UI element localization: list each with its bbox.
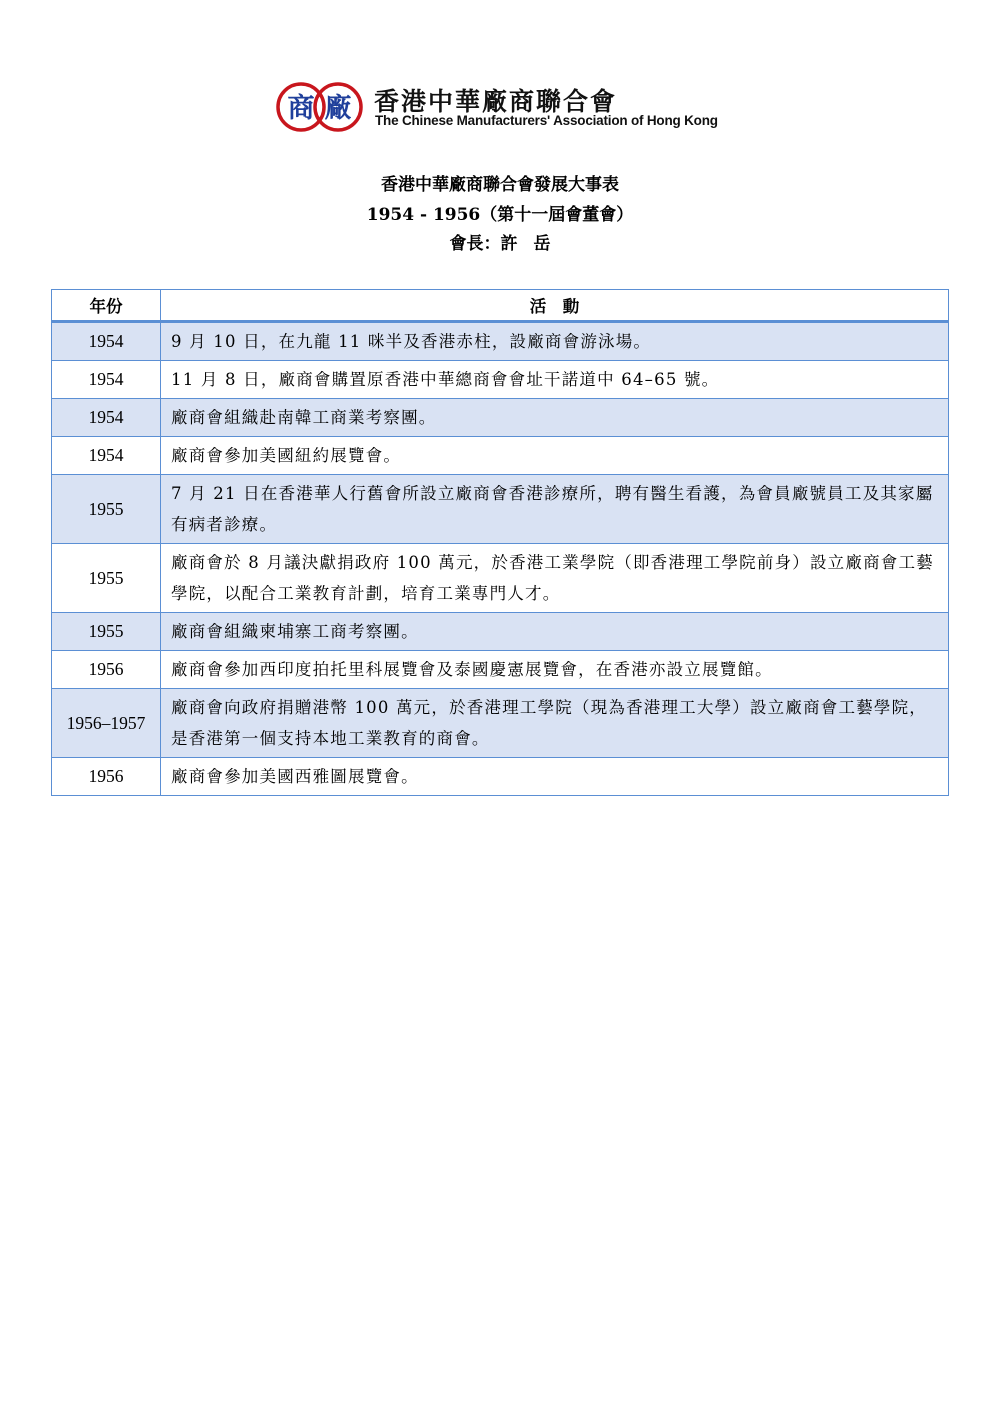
association-logo xyxy=(276,80,736,134)
header-year: 年份 xyxy=(52,290,161,322)
row-activity: 7 月 21 日在香港華人行舊會所設立廠商會香港診療所，聘有醫生看護，為會員廠號員工及其家屬有病者診療。 xyxy=(161,475,949,544)
table-row xyxy=(52,544,949,613)
row-activity: 廠商會參加美國紐約展覽會。 xyxy=(161,437,949,475)
document-title: 香港中華廠商聯合會發展大事表 xyxy=(381,175,619,195)
table-row xyxy=(52,475,949,544)
chairman-label: 會長： xyxy=(449,234,501,254)
row-activity: 9 月 10 日，在九龍 11 咪半及香港赤柱，設廠商會游泳場。 xyxy=(161,322,949,361)
chairman-line xyxy=(0,230,1000,260)
table-row xyxy=(52,689,949,758)
row-year: 1955 xyxy=(52,544,161,613)
table-row xyxy=(52,399,949,437)
row-year: 1956 xyxy=(52,758,161,796)
events-table xyxy=(51,289,949,796)
table-row xyxy=(52,361,949,399)
row-activity: 廠商會於 8 月議決獻捐政府 100 萬元，於香港工業學院（即香港理工學院前身）設立廠商會工藝學院，以配合工業教育計劃，培育工業專門人才。 xyxy=(161,544,949,613)
row-activity: 廠商會向政府捐贈港幣 100 萬元，於香港理工學院（現為香港理工大學）設立廠商會工藝學院，是香港第一個支持本地工業教育的商會。 xyxy=(161,689,949,758)
row-year: 1954 xyxy=(52,399,161,437)
chairman-name-part-2: 岳 xyxy=(533,234,551,254)
header-activity: 活 動 xyxy=(161,290,949,322)
row-year: 1956–1957 xyxy=(52,689,161,758)
emblem-glyph-2: 廠 xyxy=(324,93,352,124)
row-year: 1954 xyxy=(52,361,161,399)
logo-chinese-name: 香港中華廠商聯合會 xyxy=(374,87,618,116)
table-row xyxy=(52,613,949,651)
row-year: 1955 xyxy=(52,475,161,544)
row-activity: 廠商會參加西印度拍托里科展覽會及泰國慶憲展覽會，在香港亦設立展覽館。 xyxy=(161,651,949,689)
table-row xyxy=(52,758,949,796)
association-emblem-icon xyxy=(276,80,366,134)
row-year: 1955 xyxy=(52,613,161,651)
document-subtitle: 1954 - 1956（第十一屆會董會） xyxy=(366,204,634,225)
emblem-glyph-1: 商 xyxy=(287,93,315,124)
row-activity: 廠商會組織柬埔寨工商考察團。 xyxy=(161,613,949,651)
row-year: 1954 xyxy=(52,437,161,475)
table-row xyxy=(52,651,949,689)
chairman-name-part-1: 許 xyxy=(500,234,518,254)
row-activity: 廠商會參加美國西雅圖展覽會。 xyxy=(161,758,949,796)
document-titles xyxy=(0,171,1000,260)
table-row xyxy=(52,437,949,475)
row-year: 1956 xyxy=(52,651,161,689)
logo-english-name: The Chinese Manufacturers' Association of Hong Kong xyxy=(375,113,718,128)
row-activity: 11 月 8 日，廠商會購置原香港中華總商會會址干諾道中 64–65 號。 xyxy=(161,361,949,399)
table-row xyxy=(52,322,949,361)
table-header-row xyxy=(52,290,949,322)
row-year: 1954 xyxy=(52,322,161,361)
row-activity: 廠商會組織赴南韓工商業考察團。 xyxy=(161,399,949,437)
